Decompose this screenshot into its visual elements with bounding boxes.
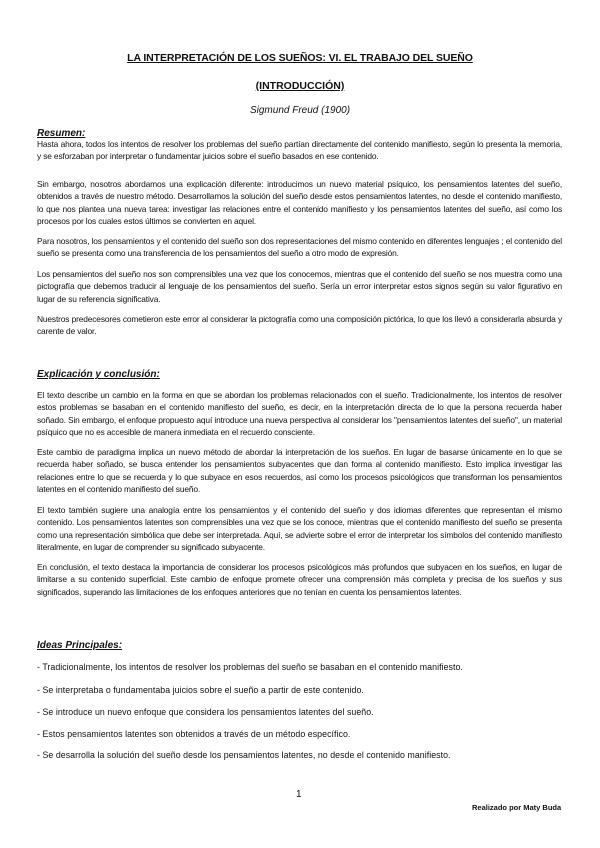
list-item: - Se introduce un nuevo enfoque que considera los pensamientos latentes del sueño. <box>37 707 374 717</box>
paragraph: Sin embargo, nosotros abordamos una explicación diferente: introducimos un nuevo material psíquico, los pensamientos latentes del sueño, obtenidos a través de nuestro método. Desarrollamos la solución del sueño desde estos pensamientos latentes, no desde el contenido manifiesto, lo que nos plantea una nueva tarea: investigar las relaciones entre el contenido manifiesto y los pensamientos latentes del sueño, así como los procesos por los cuales estos últimos se convierten en aquel. <box>37 179 562 227</box>
paragraph: El texto describe un cambio en la forma en que se abordan los problemas relacionados con el sueño. Tradicionalmente, los intentos de resolver estos problemas se basaban en el contenido manifiesto del sueño, es decir, en la interpretación directa de lo que la persona recuerda haber soñado. Sin embargo, el enfoque propuesto aquí introduce una nueva perspectiva al considerar los "pensamientos latentes del sueño", un material psíquico que no es accesible de manera inmediata en el recuerdo consciente. <box>37 390 562 438</box>
list-item: - Estos pensamientos latentes son obtenidos a través de un método específico. <box>37 729 351 739</box>
list-item: - Se interpretaba o fundamentaba juicios sobre el sueño a partir de este contenido. <box>37 685 364 695</box>
list-item: - Tradicionalmente, los intentos de resolver los problemas del sueño se basaban en el contenido manifiesto. <box>37 662 463 672</box>
list-item: - Se desarrolla la solución del sueño desde los pensamientos latentes, no desde el contenido manifiesto. <box>37 750 451 760</box>
document-title: LA INTERPRETACIÓN DE LOS SUEÑOS: VI. EL TRABAJO DEL SUEÑO <box>127 52 473 64</box>
paragraph: En conclusión, el texto destaca la importancia de considerar los procesos psicológicos más profundos que subyacen en los sueños, en lugar de limitarse a su contenido superficial. Este cambio de enfoque promete ofrecer una comprensión más completa y precisa de los sueños y sus significados, superando las limitaciones de los enfoques anteriores que no tenían en cuenta los pensamientos latentes. <box>37 562 562 597</box>
paragraph: Nuestros predecesores cometieron este error al considerar la pictografía como una composición pictórica, lo que los llevó a considerarla absurda y carente de valor. <box>37 314 562 337</box>
paragraph: Para nosotros, los pensamientos y el contenido del sueño son dos representaciones del mismo contenido en diferentes lenguajes ; el contenido del sueño se presenta como una transferencia de los pensamientos del sueño a otro modo de expresión. <box>37 236 562 259</box>
paragraph: Hasta ahora, todos los intentos de resolver los problemas del sueño partían directamente del contenido manifiesto, según lo presenta la memoria, y se esforzaban por interpretar o fundamentar juicios sobre el sueño basados en ese contenido. <box>37 139 562 162</box>
section-heading-ideas: Ideas Principales: <box>37 640 123 651</box>
document-subtitle: (INTRODUCCIÓN) <box>255 80 345 92</box>
footer-credit: Realizado por Maty Buda <box>472 803 562 812</box>
section-heading-resumen: Resumen: <box>37 128 86 139</box>
paragraph: Los pensamientos del sueño nos son comprensibles una vez que los conocemos, mientras que el contenido del sueño se nos muestra como una pictografía que debemos traducir al lenguaje de los pensamientos del sueño. Sería un error interpretar estos signos según su valor figurativo en lugar de su referencia significativa. <box>37 269 562 304</box>
page-number: 1 <box>296 789 302 800</box>
document-author: Sigmund Freud (1900) <box>249 105 351 116</box>
paragraph: Este cambio de paradigma implica un nuevo método de abordar la interpretación de los sueños. En lugar de basarse únicamente en lo que se recuerda haber soñado, se busca entender los pensamientos subyacentes que dan forma al contenido manifiesto. Esto implica investigar las relaciones entre lo que se recuerda y lo que subyace en esos recuerdos, así como los procesos psicológicos que transforman los pensamientos latentes en el contenido manifiesto del sueño. <box>37 447 562 495</box>
section-heading-explicacion: Explicación y conclusión: <box>37 369 160 380</box>
paragraph: El texto también sugiere una analogía entre los pensamientos y el contenido del sueño y dos idiomas diferentes que representan el mismo contenido. Los pensamientos latentes son comprensibles una vez que se los conoce, mientras que el contenido manifiesto del sueño se presenta como una representación simbólica que debe ser interpretada. Aquí, se advierte sobre el error de interpretar los símbolos del contenido manifiesto literalmente, en lugar de comprender su significado subyacente. <box>37 505 562 553</box>
